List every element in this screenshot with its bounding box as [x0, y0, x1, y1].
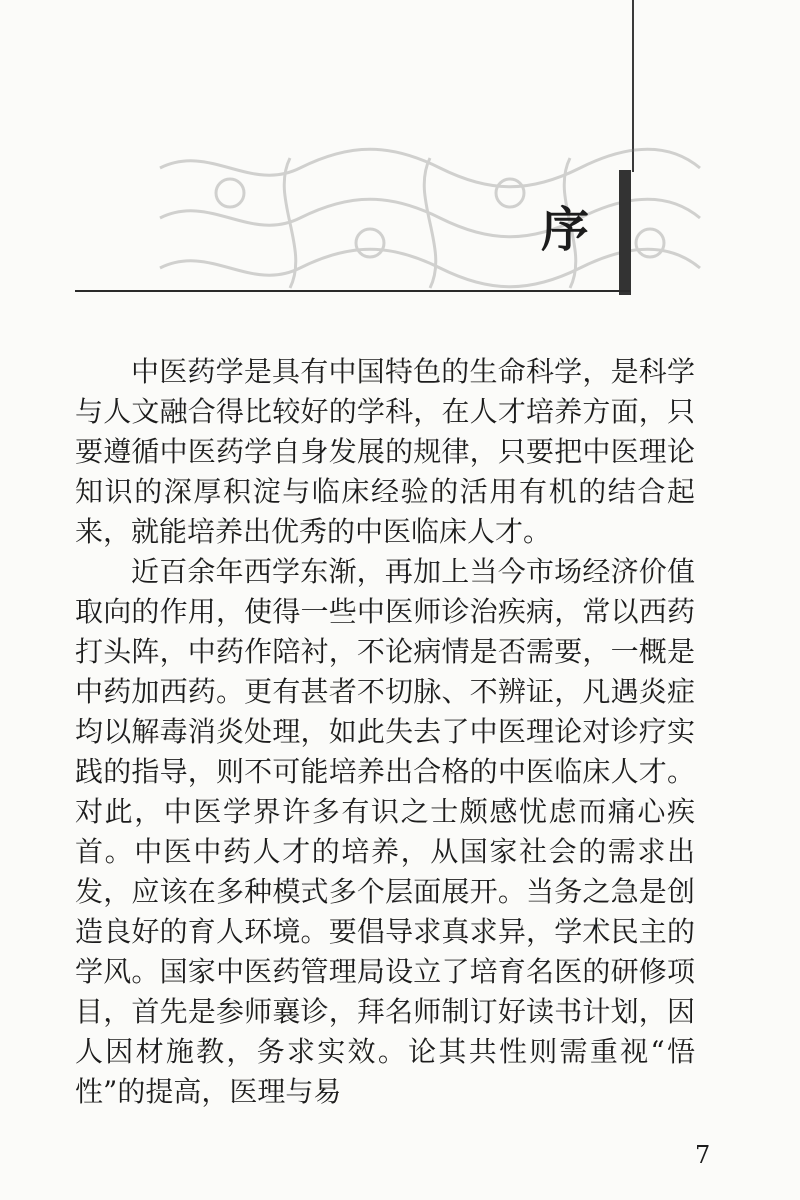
- chapter-title: 序: [540, 202, 589, 258]
- header-accent-bar: [619, 170, 631, 295]
- header-rule: [75, 290, 630, 292]
- paragraph: 中医药学是具有中国特色的生命科学，是科学与人文融合得比较好的学科，在人才培养方面，只要遵循中医药学自身发展的规律，只要把中医理论知识的深厚积淀与临床经验的活用有机的结合起来，就能培养出优秀的中医临床人才。: [75, 355, 695, 548]
- page-number: 7: [695, 1141, 711, 1169]
- paragraph: 近百余年西学东渐，再加上当今市场经济价值取向的作用，使得一些中医师诊治疾病，常以西药打头阵，中药作陪衬，不论病情是否需要，一概是中药加西药。更有甚者不切脉、不辨证，凡遇炎症均以解毒消炎处理，如此失去了中医理论对诊疗实践的指导，则不可能培养出合格的中医临床人才。对此，中医学界许多有识之士颇感忧虑而痛心疾首。中医中药人才的培养，从国家社会的需求出发，应该在多种模式多个层面展开。当务之急是创造良好的育人环境。要倡导求真求异，学术民主的学风。国家中医药管理局设立了培育名医的研修项目，首先是参师襄诊，拜名师制订好读书计划，因人因材施教，务求实效。论其共性则需重视“悟性”的提高，医理与易: [75, 555, 695, 1108]
- body-text: [75, 352, 695, 1112]
